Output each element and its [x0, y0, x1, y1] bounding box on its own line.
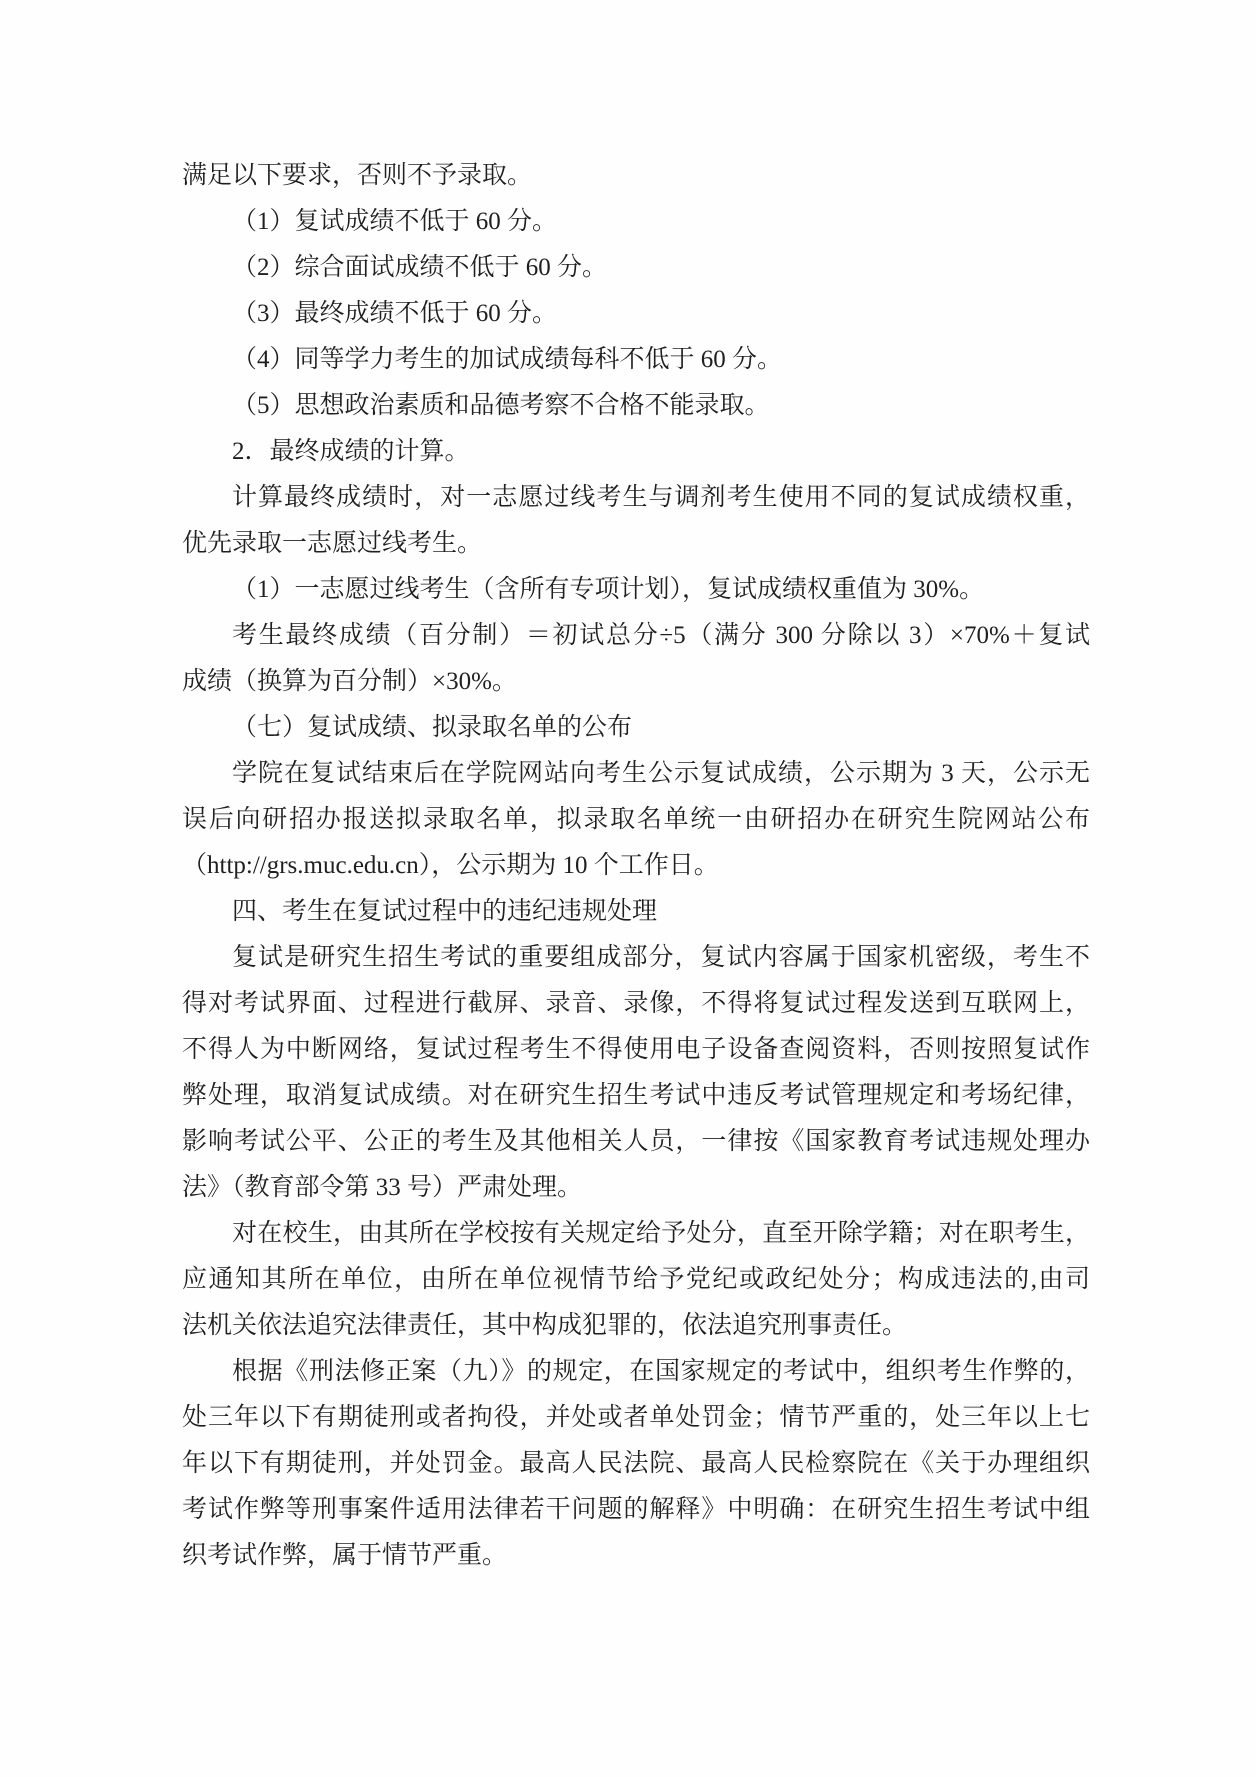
text-line: 考生最终成绩（百分制）＝初试总分÷5（满分 300 分除以 3）×70%＋复试 — [232, 622, 1090, 649]
text-line: （2）综合面试成绩不低于 60 分。 — [232, 254, 608, 281]
text-line: 法》（教育部令第 33 号）严肃处理。 — [182, 1174, 583, 1201]
text-line: （1）一志愿过线考生（含所有专项计划），复试成绩权重值为 30%。 — [232, 576, 985, 603]
text-line: 处三年以下有期徒刑或者拘役，并处或者单处罚金；情节严重的，处三年以上七 — [182, 1404, 1090, 1431]
document-text-block — [182, 153, 1090, 1579]
text-line: 不得人为中断网络，复试过程考生不得使用电子设备查阅资料，否则按照复试作 — [182, 1036, 1090, 1063]
text-line: 应通知其所在单位，由所在单位视情节给予党纪或政纪处分；构成违法的,由司 — [182, 1266, 1090, 1293]
text-line: 根据《刑法修正案（九）》的规定，在国家规定的考试中，组织考生作弊的， — [232, 1358, 1090, 1385]
text-line: （1）复试成绩不低于 60 分。 — [232, 208, 558, 235]
text-line: （4）同等学力考生的加试成绩每科不低于 60 分。 — [232, 346, 783, 373]
text-line: （http://grs.muc.edu.cn），公示期为 10 个工作日。 — [182, 852, 719, 879]
text-line: 误后向研招办报送拟录取名单，拟录取名单统一由研招办在研究生院网站公布 — [182, 806, 1090, 833]
text-line: 复试是研究生招生考试的重要组成部分，复试内容属于国家机密级，考生不 — [232, 944, 1090, 971]
text-line: 影响考试公平、公正的考生及其他相关人员，一律按《国家教育考试违规处理办 — [182, 1128, 1090, 1155]
text-line: 2．最终成绩的计算。 — [232, 438, 470, 465]
text-line: 织考试作弊，属于情节严重。 — [182, 1542, 508, 1569]
text-line: 计算最终成绩时，对一志愿过线考生与调剂考生使用不同的复试成绩权重， — [232, 484, 1090, 511]
text-line: 四、考生在复试过程中的违纪违规处理 — [232, 898, 658, 925]
text-line: （七）复试成绩、拟录取名单的公布 — [232, 714, 633, 741]
text-line: 优先录取一志愿过线考生。 — [182, 530, 483, 557]
text-line: 学院在复试结束后在学院网站向考生公示复试成绩，公示期为 3 天，公示无 — [232, 760, 1090, 787]
text-line: 法机关依法追究法律责任，其中构成犯罪的，依法追究刑事责任。 — [182, 1312, 908, 1339]
text-line: （3）最终成绩不低于 60 分。 — [232, 300, 558, 327]
text-line: 弊处理，取消复试成绩。对在研究生招生考试中违反考试管理规定和考场纪律， — [182, 1082, 1090, 1109]
text-line: 对在校生，由其所在学校按有关规定给予处分，直至开除学籍；对在职考生， — [232, 1220, 1090, 1247]
text-line: 满足以下要求，否则不予录取。 — [182, 162, 533, 189]
text-line: 年以下有期徒刑，并处罚金。最高人民法院、最高人民检察院在《关于办理组织 — [182, 1450, 1090, 1477]
text-line: 成绩（换算为百分制）×30%。 — [182, 668, 517, 695]
text-line: （5）思想政治素质和品德考察不合格不能录取。 — [232, 392, 770, 419]
text-line: 得对考试界面、过程进行截屏、录音、录像，不得将复试过程发送到互联网上， — [182, 990, 1090, 1017]
text-line: 考试作弊等刑事案件适用法律若干问题的解释》中明确：在研究生招生考试中组 — [182, 1496, 1090, 1523]
